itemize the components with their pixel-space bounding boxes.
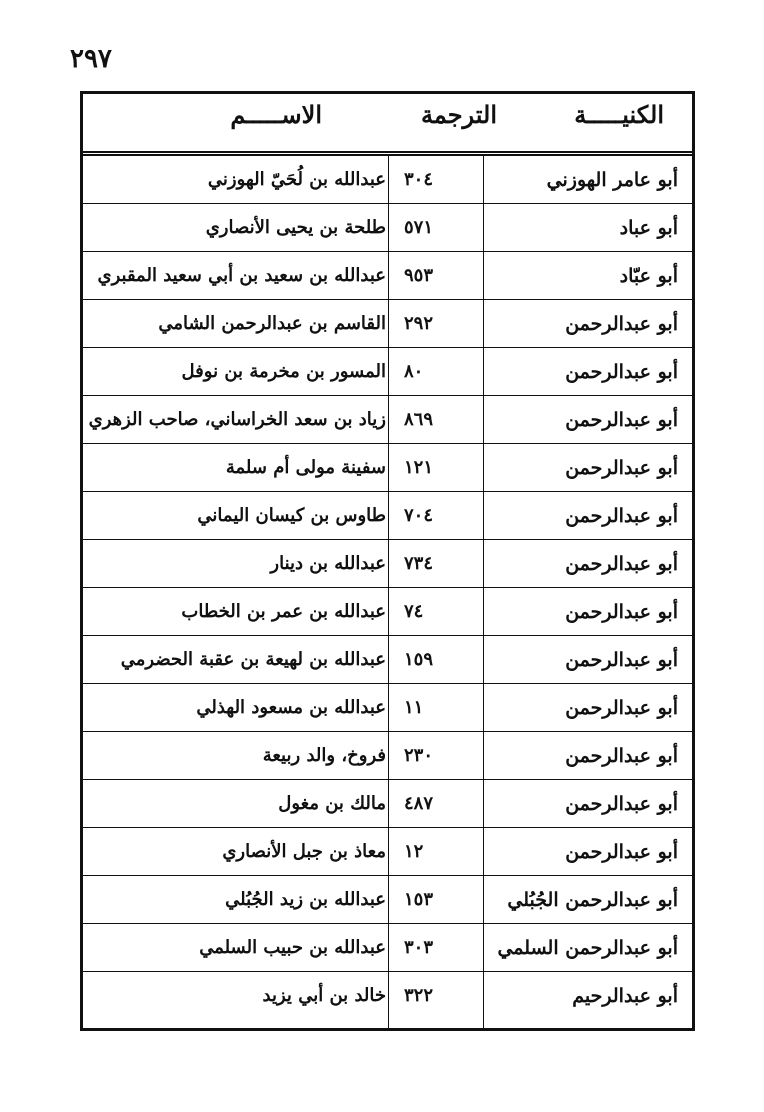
tarjama-number-cell: ١١ [404, 697, 424, 718]
name-cell: طلحة بن يحيى الأنصاري [205, 217, 386, 238]
tarjama-number-cell: ٨٠ [404, 361, 424, 382]
name-cell: مالك بن مغول [278, 793, 386, 814]
tarjama-number-cell: ٢٩٢ [404, 313, 434, 334]
table-row [83, 924, 692, 972]
header-tarjama: الترجمة [420, 100, 497, 129]
table-row [83, 300, 692, 348]
table-header [83, 94, 692, 156]
tarjama-number-cell: ٣٠٣ [404, 937, 434, 958]
name-cell: معاذ بن جبل الأنصاري [222, 841, 386, 862]
table-row [83, 204, 692, 252]
name-cell: زياد بن سعد الخراساني، صاحب الزهري [88, 409, 386, 430]
table-row [83, 876, 692, 924]
tarjama-number-cell: ٩٥٣ [404, 265, 434, 286]
tarjama-number-cell: ٢٣٠ [404, 745, 434, 766]
kunya-cell: أبو عبدالرحمن [565, 553, 678, 575]
name-cell: عبدالله بن عمر بن الخطاب [181, 601, 386, 622]
table-row [83, 588, 692, 636]
tarjama-number-cell: ٥٧١ [404, 217, 434, 238]
name-cell: عبدالله بن دينار [270, 553, 386, 574]
name-cell: طاوس بن كيسان اليماني [197, 505, 386, 526]
kunya-cell: أبو عبدالرحمن [565, 601, 678, 623]
name-cell: المسور بن مخرمة بن نوفل [181, 361, 386, 382]
table-row [83, 252, 692, 300]
table-row [83, 156, 692, 204]
tarjama-number-cell: ٤٨٧ [404, 793, 434, 814]
tarjama-number-cell: ٧٣٤ [404, 553, 434, 574]
table-row [83, 780, 692, 828]
kunya-cell: أبو عبدالرحمن [565, 409, 678, 431]
kunya-cell: أبو عبدالرحمن [565, 313, 678, 335]
kunya-cell: أبو عباد [619, 217, 678, 239]
kunya-cell: أبو عبدالرحمن [565, 697, 678, 719]
table-row [83, 828, 692, 876]
name-cell: عبدالله بن حبيب السلمي [199, 937, 386, 958]
table-row [83, 396, 692, 444]
tarjama-number-cell: ٨٦٩ [404, 409, 434, 430]
name-cell: عبدالله بن لُحَيّ الهوزني [207, 169, 386, 190]
kunya-cell: أبو عبّاد [619, 265, 678, 287]
name-cell: عبدالله بن سعيد بن أبي سعيد المقبري [97, 265, 386, 286]
kunya-cell: أبو عبدالرحمن [565, 649, 678, 671]
tarjama-number-cell: ١٥٩ [404, 649, 434, 670]
name-cell: عبدالله بن زيد الجُبُلي [225, 889, 386, 910]
table-body [83, 156, 692, 1019]
name-cell: عبدالله بن مسعود الهذلي [196, 697, 386, 718]
kunya-cell: أبو عبدالرحيم [572, 985, 678, 1007]
tarjama-number-cell: ٣٠٤ [404, 169, 434, 190]
table-row [83, 348, 692, 396]
table-row [83, 972, 692, 1019]
name-cell: فروخ، والد ربيعة [262, 745, 386, 766]
page-number: ٢٩٧ [70, 44, 112, 74]
tarjama-number-cell: ٣٢٢ [404, 985, 434, 1006]
index-table [80, 91, 695, 1031]
kunya-cell: أبو عبدالرحمن [565, 841, 678, 863]
name-cell: القاسم بن عبدالرحمن الشامي [158, 313, 386, 334]
kunya-cell: أبو عبدالرحمن [565, 505, 678, 527]
table-row [83, 684, 692, 732]
kunya-cell: أبو عبدالرحمن السلمي [497, 937, 678, 959]
kunya-cell: أبو عبدالرحمن [565, 457, 678, 479]
header-kunya: الكنيـــــة [574, 100, 664, 129]
kunya-cell: أبو عبدالرحمن [565, 745, 678, 767]
tarjama-number-cell: ٧٤ [404, 601, 424, 622]
tarjama-number-cell: ١٢١ [404, 457, 434, 478]
tarjama-number-cell: ١٢ [404, 841, 424, 862]
kunya-cell: أبو عبدالرحمن [565, 361, 678, 383]
tarjama-number-cell: ١٥٣ [404, 889, 434, 910]
name-cell: خالد بن أبي يزيد [262, 985, 386, 1006]
kunya-cell: أبو عبدالرحمن الجُبُلي [507, 889, 678, 911]
name-cell: سفينة مولى أم سلمة [225, 457, 386, 478]
table-row [83, 636, 692, 684]
kunya-cell: أبو عامر الهوزني [546, 169, 678, 191]
table-row [83, 492, 692, 540]
name-cell: عبدالله بن لهيعة بن عقبة الحضرمي [120, 649, 386, 670]
header-name: الاســـــم [230, 100, 322, 129]
table-row [83, 540, 692, 588]
table-row [83, 444, 692, 492]
kunya-cell: أبو عبدالرحمن [565, 793, 678, 815]
table-row [83, 732, 692, 780]
tarjama-number-cell: ٧٠٤ [404, 505, 434, 526]
